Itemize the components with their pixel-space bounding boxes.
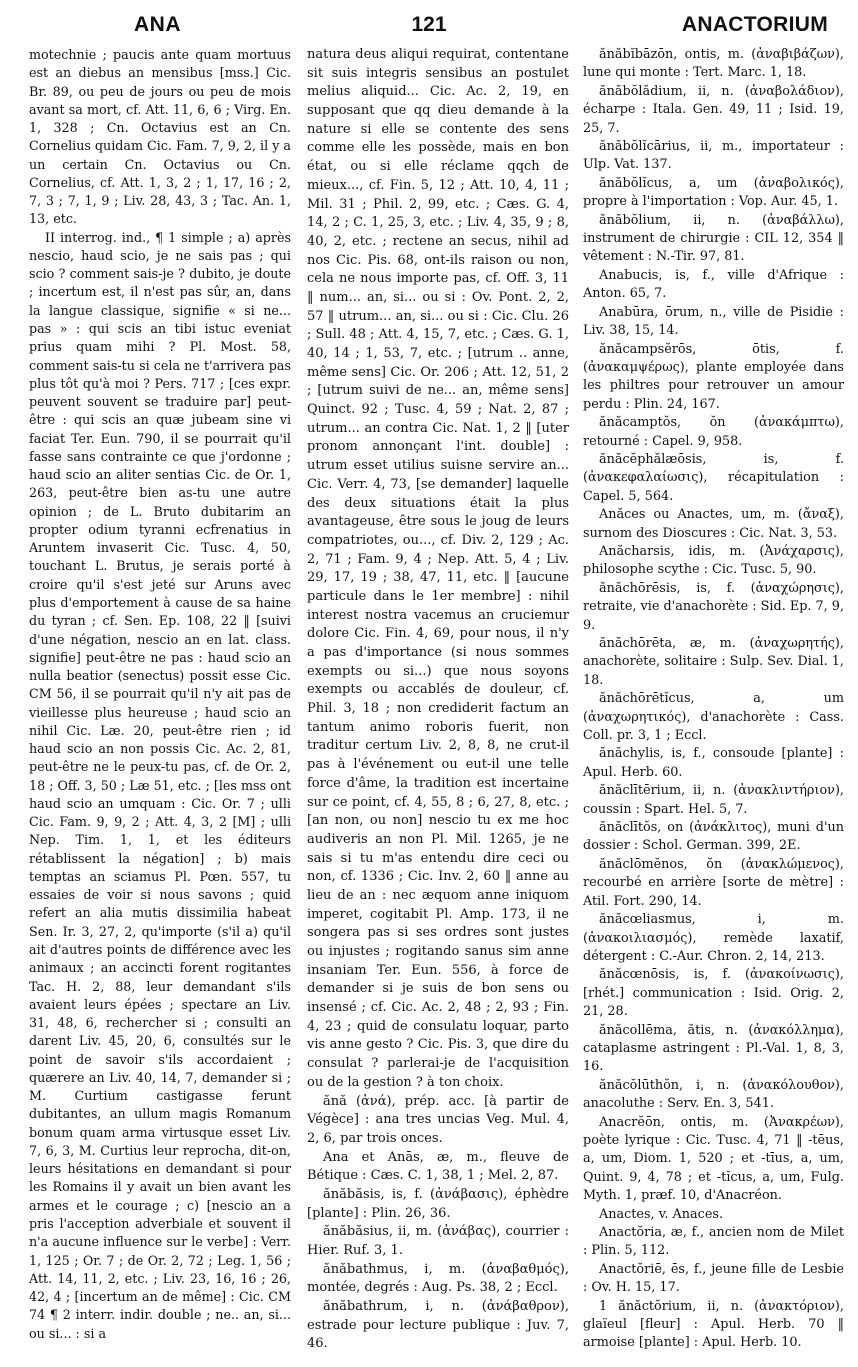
dictionary-entry: ănăcollēma, ătis, n. (ἀνακόλλημα), cataplasme astringent : Pl.-Val. 1, 8, 3, 16. [583, 1022, 844, 1075]
entry-paragraph: II interrog. ind., ¶ 1 simple ; a) après nescio, haud scio, je ne sais pas ; qui scio ? comment sais-je ? dubito, je doute ; incertum est, il n'est pas sûr, an, dans la langue classique, signifie « si ne... pas » : qui scis an tibi istuc eveniat prius quam mihi ? Pl. Most. 58, comment sais-tu si cela ne t'arrivera pas plus tôt qu'à moi ? Pers. 717 ; [ces expr. peuvent souvent se traduire par] peut-être : qui scis an quæ jubeam sine vi faciat Ter. Eun. 790, il se pourrait qu'il fasse sans contrainte ce que j'ordonne ; haud scio an aliter sentias Cic. de Or. 1, 263, peut-être bien as-tu une autre opinion ; de L. Bruto dubitarim an propter odium tyranni ecfrenatius in Aruntem invaserit Cic. Tusc. 4, 50, touchant L. Brutus, je serais porté à croire qu'il s'est jeté sur Aruns avec plus d'emportement à cause de sa haine du tyran ; cf. Sen. Ep. 108, 22 ‖ [suivi d'une négation, nescio an en lat. class. signifie] peut-être ne pas : haud scio an nulla beatior (senectus) possit esse Cic. CM 56, il se pourrait qu'il n'y ait pas de vieillesse plus heureuse ; haud scio an nihil Cic. Læ. 20, peut-être rien ; id haud scio an non possis Cic. Ac. 2, 81, peut-être ne le peux-tu pas, cf. de Or. 2, 18 ; Off. 3, 50 ; Læ 51, etc. ; [les mss ont haud scio an umquam : Cic. Or. 7 ; ulli Cic. Fam. 9, 9, 2 ; Att. 4, 3, 2 [M] ; ulli Nep. Tim. 1, 1, et les éditeurs rétablissent la négation] ; b) mais temptas an sciamus Pl. Pœn. 557, tu essaies de voir si nous savons ; quid refert an alia mutis dissimilia habeat Sen. Ir. 3, 27, 2, qu'importe (s'il a) qu'il ait d'autres points de différence avec les animaux ; an accincti forent rogitantes Tac. H. 2, 88, leur demandant s'ils avaient leurs épées ; spectare an Liv. 31, 48, 6, rechercher si ; consulti an darent Liv. 45, 20, 6, consultés sur le point de savoir s'ils accordaient ; quærere an Liv. 40, 14, 7, demander si ; M. Curtium castigasse ferunt dubitantes, an ullum magis Romanum bonum quam arma virtusque esset Liv. 7, 6, 3, M. Curtius leur reprocha, dit-on, leurs hésitations en demandant si pour les Romains il y avait un bien avant les armes et le courage ; c) [nescio an a pris l'acception adverbiale et souvent il n'a aucune influence sur le verbe] : Verr. 1, 125 ; Or. 7 ; de Or. 2, 72 ; Leg. 1, 56 ; Att. 14, 11, 2, etc. ; Liv. 23, 16, 16 ; 26, 42, 4 ; [incertum an de même] : Cic. CM 74 ¶ 2 interr. indir. double ; ne.. an, si... ou si... : si a [29, 229, 291, 1341]
page-number: 121 [411, 13, 447, 36]
dictionary-entry: ănăchōrēta, æ, m. (ἀναχωρητής), anachorète, solitaire : Sulp. Sev. Dial. 1, 18. [583, 636, 844, 688]
column-1 [29, 46, 291, 1358]
dictionary-entry: ănă (ἀνά), prép. acc. [à partir de Végèce] : ana tres uncias Veg. Mul. 4, 2, 6, par trois onces. [307, 1093, 569, 1146]
entry-paragraph: natura deus aliqui requirat, contentane sit suis integris sensibus an postulet melius aliquid... Cic. Ac. 2, 19, en supposant que qq dieu demande à la nature si elle se contente des sens comme elle les possède, mais en bon état, ou si elle réclame qqch de mieux..., cf. Fin. 5, 12 ; Att. 10, 4, 11 ; Mil. 31 ; Phil. 2, 99, etc. ; Cæs. G. 4, 14, 2 ; C. 1, 25, 3, etc. ; Liv. 4, 35, 9 ; 8, 40, 2, etc. ; rectene an secus, nihil ad nos Cic. Pis. 68, ont-ils raison ou non, cela ne nous importe pas, cf. Off. 3, 11 ‖ num... an, si... ou si : Ov. Pont. 2, 2, 57 ‖ utrum... an, si... ou si : Cic. Clu. 26 ; Sull. 48 ; Att. 4, 15, 7, etc. ; Cæs. G. 1, 40, 14 ; 1, 53, 7, etc. ; [utrum .. anne, même sens] Cic. Or. 206 ; Att. 12, 51, 2 ; [utrum suivi de ne... an, même sens] Quinct. 92 ; Tusc. 4, 59 ; Nat. 2, 87 ; utrum... an contra Cic. Nat. 1, 2 ‖ [uter pronom annonçant l'int. double] : utrum esset utilius suisne servire an... Cic. Verr. 4, 73, [se demander] laquelle des deux situations était la plus avantageuse, être sous le joug de leurs compatriotes, ou..., cf. Div. 2, 129 ; Ac. 2, 71 ; Fam. 9, 4 ; Nep. Att. 5, 4 ; Liv. 29, 17, 19 ; 38, 47, 11, etc. ‖ [aucune particule dans le 1er membre] : nihil interest nostra vacemus an cruciemur dolore Cic. Fin. 4, 69, pour nous, il n'y a pas d'importance (si nous sommes exempts ou si...) que nous soyons exempts ou accablés de douleur, cf. Phil. 3, 18 ; non crediderit factum an tantum animo roboris fuerit, non traditur certum Liv. 2, 8, 8, ne crut-il pas à l'événement ou eut-il une telle force d'âme, la tradition est incertaine sur ce point, cf. 4, 55, 8 ; 6, 27, 8, etc. ; [an non, ou non] nescio tu ex me hoc audiveris an non Pl. Mil. 1265, je ne sais si tu m'as entendu dire ceci ou non, cf. 1336 ; Cic. Inv. 2, 60 ‖ anne au lieu de an : nec æquom anne iniquom imperet, cogitabit Pl. Amp. 173, il ne songera pas si ses ordres sont justes ou injustes ; rogitando sanus sim anne insaniam Ter. Eun. 556, à force de demander si je suis de bon sens ou insensé ; cf. Cic. Ac. 2, 48 ; 2, 93 ; Fin. 4, 23 ; quid de consulatu loquar, parto vis anne gesto ? Cic. Pis. 3, que dire du consulat ? parlerai-je de l'acquisition ou de la gestion ? à ton choix. [307, 47, 569, 1090]
dictionary-entry: ănăchōrēsis, is, f. (ἀναχώρησις), retraite, vie d'anachorète : Sid. Ep. 7, 9, 9. [583, 580, 844, 633]
dictionary-entry: Anacrĕōn, ontis, m. (Ἀνακρέων), poète lyrique : Cic. Tusc. 4, 71 ‖ -tēus, a, um, Diom. 1, 520 ; et -tīus, a, um, Quint. 9, 4, 78 ; et -tĭcus, a, um, Fulg. Myth. 1, præf. 10, d'Anacréon. [583, 1114, 844, 1204]
dictionary-entry: ănăcamptŏs, ŏn (ἀνακάμπτω), retourné : Capel. 9, 958. [583, 415, 844, 449]
dictionary-entry: ănăcĕphălæōsis, is, f. (ἀνακεφαλαίωσις), récapitulation : Capel. 5, 564. [583, 451, 844, 504]
dictionary-entry: ănăclītŏs, on (ἀνάκλιτος), muni d'un dossier : Schol. German. 399, 2E. [583, 820, 844, 854]
dictionary-entry: Anactes, v. Anaces. [599, 1206, 724, 1222]
column-3 [583, 46, 844, 1358]
header-right-word: ANACTORIUM [681, 13, 828, 36]
dictionary-entry: ănăbŏlium, ii, n. (ἀναβάλλω), instrument de chirurgie : CIL 12, 354 ‖ vêtement : N.-Tir. 97, 81. [583, 212, 844, 265]
dictionary-entry: Anăces ou Anactes, um, m. (ἄναξ), surnom des Dioscures : Cic. Nat. 3, 53. [583, 507, 844, 541]
dictionary-entry: ănăcampsĕrōs, ōtis, f. (ἀνακαμψέρως), plante employée dans les philtres pour retrouver un amour perdu : Plin. 24, 167. [583, 341, 844, 412]
dictionary-entry: Ana et Anās, æ, m., fleuve de Bétique : Cæs. C. 1, 38, 1 ; Mel. 2, 87. [307, 1149, 569, 1184]
dictionary-entry: ănăbăsis, is, f. (ἀνάβασις), éphèdre [plante] : Plin. 26, 36. [307, 1186, 569, 1221]
dictionary-entry: ănăchylis, is, f., consoude [plante] : Apul. Herb. 60. [583, 746, 844, 780]
dictionary-entry: 1 ănăctŏrium, ii, n. (ἀνακτόριον), glaïeul [fleur] : Apul. Herb. 70 ‖ armoise [plante] : Apul. Herb. 10. [583, 1298, 844, 1351]
dictionary-entry: ănăcœliasmus, i, m. (ἀνακοιλιασμός), remède laxatif, détergent : C.-Aur. Chron. 2, 14, 213. [583, 912, 844, 964]
dictionary-entry: Anabūra, ōrum, n., ville de Pisidie : Liv. 38, 15, 14. [583, 304, 844, 339]
dictionary-entry: Anactŏriē, ēs, f., jeune fille de Lesbie : Ov. H. 15, 17. [583, 1261, 844, 1296]
dictionary-entry: ănăbŏlădium, ii, n. (ἀναβολάδιον), écharpe : Itala. Gen. 49, 11 ; Isid. 19, 25, 7. [583, 83, 844, 136]
dictionary-entry: ănăbăsius, ii, m. (ἀνάβας), courrier : Hier. Ruf. 3, 1. [307, 1224, 569, 1258]
dictionary-entry: ănăbathrum, i, n. (ἀνάβαθρον), estrade pour lecture publique : Juv. 7, 46. [307, 1299, 569, 1352]
dictionary-entry: ănăcœnōsis, is, f. (ἀνακοίνωσις), [rhét.] communication : Isid. Orig. 2, 21, 28. [583, 967, 844, 1020]
dictionary-entry: ănăclītērium, ii, n. (ἀνακλιντήριον), coussin : Spart. Hel. 5, 7. [583, 783, 844, 817]
dictionary-entry: ănăchōrētĭcus, a, um (ἀναχωρητικός), d'anachorète : Cass. Coll. pr. 3, 1 ; Eccl. [583, 691, 844, 744]
dictionary-entry: ănăbathmus, i, m. (ἀναβαθμός), montée, degrés : Aug. Ps. 38, 2 ; Eccl. [307, 1261, 569, 1296]
dictionary-entry: ănăcŏlūthŏn, i, n. (ἀνακόλουθον), anacoluthe : Serv. En. 3, 541. [583, 1077, 844, 1112]
dictionary-entry: ănăclōmĕnos, ŏn (ἀνακλώμενος), recourbé en arrière [sorte de mètre] : Atil. Fort. 290, 14. [583, 856, 844, 909]
dictionary-entry: Anactŏria, æ, f., ancien nom de Milet : Plin. 5, 112. [583, 1225, 844, 1259]
dictionary-entry: Anăcharsis, idis, m. (Ἀνάχαρσις), philosophe scythe : Cic. Tusc. 5, 90. [583, 543, 844, 578]
dictionary-entry: ănăbĭbāzōn, ontis, m. (ἀναβιβάζων), lune qui monte : Tert. Marc. 1, 18. [583, 47, 844, 81]
running-header [0, 0, 858, 46]
header-left-word: ANA [134, 13, 181, 36]
dictionary-entry: ănăbŏlĭcārius, ii, m., importateur : Ulp. Vat. 137. [583, 139, 844, 173]
entry-paragraph: motechnie ; paucis ante quam mortuus est an diebus an mensibus [mss.] Cic. Br. 89, ou peu de jours ou peu de mois avant sa mort, cf. Att. 11, 6, 6 ; Virg. En. 1, 328 ; Cn. Octavius est an Cn. Cornelius quidam Cic. Fam. 7, 9, 2, il y a un certain Cn. Octavius ou Cn. Cornelius, cf. Att. 1, 3, 2 ; 1, 17, 16 ; 2, 7, 3 ; 7, 1, 9 ; Liv. 28, 43, 3 ; Tac. An. 1, 13, etc. [29, 47, 291, 227]
dictionary-entry: Anabucis, is, f., ville d'Afrique : Anton. 65, 7. [583, 267, 844, 302]
dictionary-entry: ănăbŏlĭcus, a, um (ἀναβολικός), propre à l'importation : Vop. Aur. 45, 1. [583, 175, 844, 210]
column-2 [307, 46, 569, 1358]
